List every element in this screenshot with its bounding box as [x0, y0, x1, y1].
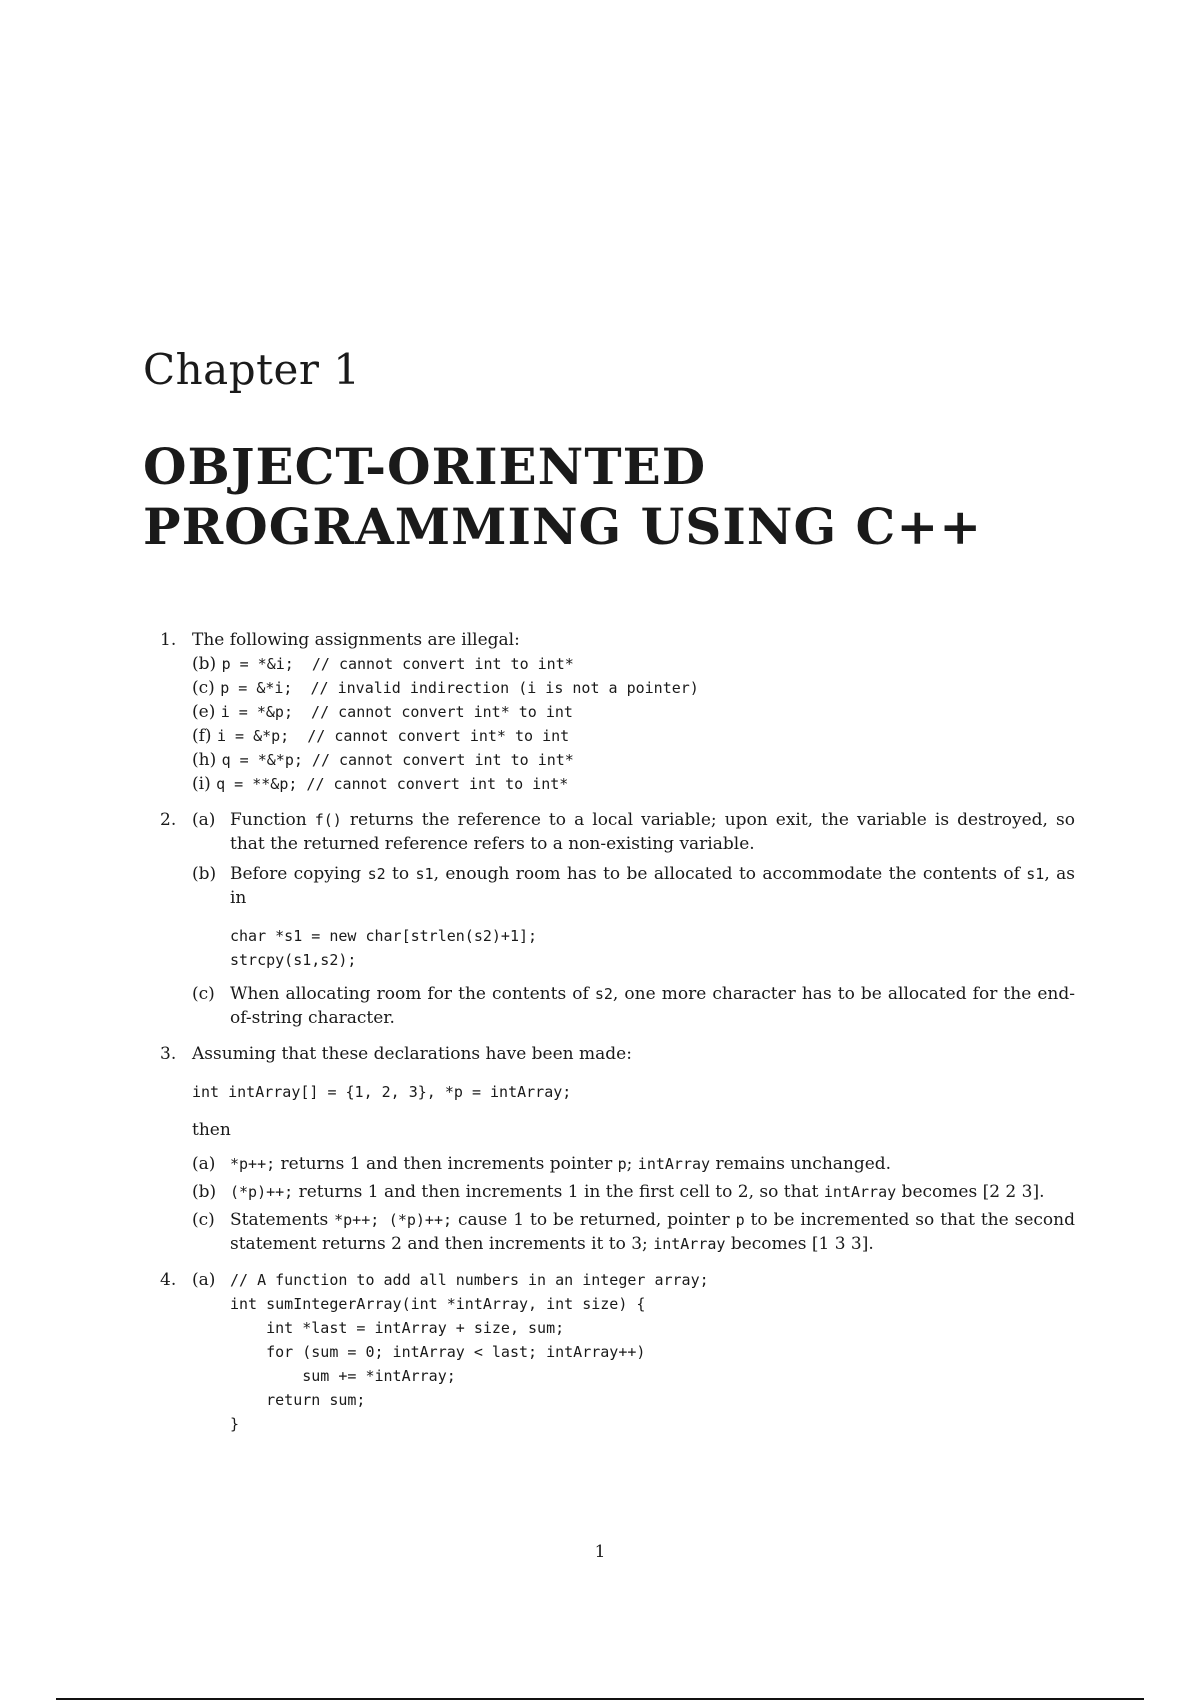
row-code: q = **&p; // cannot convert int to int*	[216, 775, 569, 793]
answer-3-intro: Assuming that these declarations have been made:	[192, 1044, 632, 1064]
text: becomes [1 3 3].	[725, 1234, 874, 1254]
answer-4a	[192, 1268, 1075, 1436]
inline-code: *p++; (*p)++;	[334, 1211, 453, 1229]
text: Before copying	[230, 864, 368, 884]
text: to be incremented so that the second statement returns 2 and then increments it to 3;	[230, 1210, 1075, 1254]
row-code: p = &*i; // invalid indirection (i is not a pointer)	[220, 679, 699, 697]
text: returns 1 and then increments pointer	[275, 1154, 618, 1174]
row-label: (c)	[192, 678, 215, 698]
inline-code: s1	[1026, 865, 1045, 883]
sub-label: (a)	[192, 1270, 216, 1290]
text: When allocating room for the contents of	[230, 984, 595, 1004]
illegal-assignments-list	[192, 652, 1075, 796]
assignment-row	[192, 748, 1075, 772]
row-code: i = &*p; // cannot convert int* to int	[216, 727, 570, 745]
row-code: q = *&*p; // cannot convert int to int*	[221, 751, 574, 769]
row-label: (e)	[192, 702, 216, 722]
text: , as in	[230, 864, 1076, 908]
answer-2	[160, 808, 1075, 1030]
inline-code: intArray	[637, 1155, 711, 1173]
answer-3	[160, 1042, 1075, 1256]
text: ;	[626, 1154, 638, 1174]
inline-code: p	[617, 1155, 627, 1173]
sub-label: (a)	[192, 810, 216, 830]
assignment-row	[192, 772, 1075, 796]
row-label: (h)	[192, 750, 217, 770]
row-label: (b)	[192, 654, 217, 674]
sub-label: (c)	[192, 984, 215, 1004]
text: to	[385, 864, 416, 884]
row-code: p = *&i; // cannot convert int to int*	[221, 655, 574, 673]
text: returns 1 and then increments 1 in the first cell to 2, so that	[293, 1182, 824, 1202]
then-text: then	[192, 1120, 231, 1140]
text: Function	[230, 810, 315, 830]
assignment-row	[192, 676, 1075, 700]
inline-code: s2	[594, 985, 613, 1003]
sub-label: (c)	[192, 1210, 215, 1230]
declaration-code: int intArray[] = {1, 2, 3}, *p = intArray;	[192, 1083, 572, 1101]
chapter-title	[143, 437, 982, 557]
text: becomes [2 2 3].	[896, 1182, 1045, 1202]
assignment-row	[192, 652, 1075, 676]
assignment-row	[192, 724, 1075, 748]
answer-2b	[192, 862, 1075, 972]
answer-4	[160, 1268, 1075, 1436]
answer-3b	[192, 1180, 1075, 1204]
text: returns the reference to a local variable; upon exit, the variable is destroyed, so that the returned reference refers to a non-existing variable.	[230, 810, 1075, 854]
answer-1	[160, 628, 1075, 796]
answer-2c	[192, 982, 1075, 1030]
chapter-label: Chapter 1	[143, 345, 361, 394]
text: remains unchanged.	[710, 1154, 892, 1174]
answer-3c	[192, 1208, 1075, 1256]
chapter-title-line-1: OBJECT-ORIENTED	[143, 437, 707, 496]
answer-3a	[192, 1152, 1075, 1176]
item-number: 1.	[160, 630, 177, 650]
function-code: // A function to add all numbers in an integer array; int sumIntegerArray(int *intArray, int size) { int *last = intArray + size, sum; for (sum = 0; intArray < last; intArray++) sum += *intArray; return sum; }	[230, 1271, 709, 1433]
exercise-answers	[160, 628, 1075, 1436]
sub-label: (a)	[192, 1154, 216, 1174]
inline-code: intArray	[823, 1183, 897, 1201]
inline-code: s1	[415, 865, 434, 883]
inline-code: p	[735, 1211, 745, 1229]
answer-2a	[192, 808, 1075, 856]
inline-code: (*p)++;	[230, 1183, 294, 1201]
text: , one more character has to be allocated for the end-of-string character.	[230, 984, 1075, 1028]
row-label: (f)	[192, 726, 212, 746]
chapter-title-line-2: PROGRAMMING USING C++	[143, 497, 983, 556]
inline-code: f()	[314, 811, 342, 829]
item-number: 4.	[160, 1270, 177, 1290]
text: , enough room has to be allocated to accommodate the contents of	[433, 864, 1027, 884]
assignment-row	[192, 700, 1075, 724]
text: Statements	[230, 1210, 335, 1230]
answer-1-intro: The following assignments are illegal:	[192, 630, 520, 650]
text: cause 1 to be returned, pointer	[452, 1210, 736, 1230]
page-number: 1	[594, 1542, 606, 1562]
item-number: 3.	[160, 1044, 177, 1064]
inline-code: *p++;	[230, 1155, 276, 1173]
inline-code: intArray	[653, 1235, 726, 1253]
code-block: char *s1 = new char[strlen(s2)+1]; strcpy(s1,s2);	[230, 927, 538, 969]
inline-code: s2	[367, 865, 386, 883]
sub-label: (b)	[192, 1182, 217, 1202]
item-number: 2.	[160, 810, 177, 830]
row-label: (i)	[192, 774, 211, 794]
row-code: i = *&p; // cannot convert int* to int	[220, 703, 573, 721]
sub-label: (b)	[192, 864, 217, 884]
